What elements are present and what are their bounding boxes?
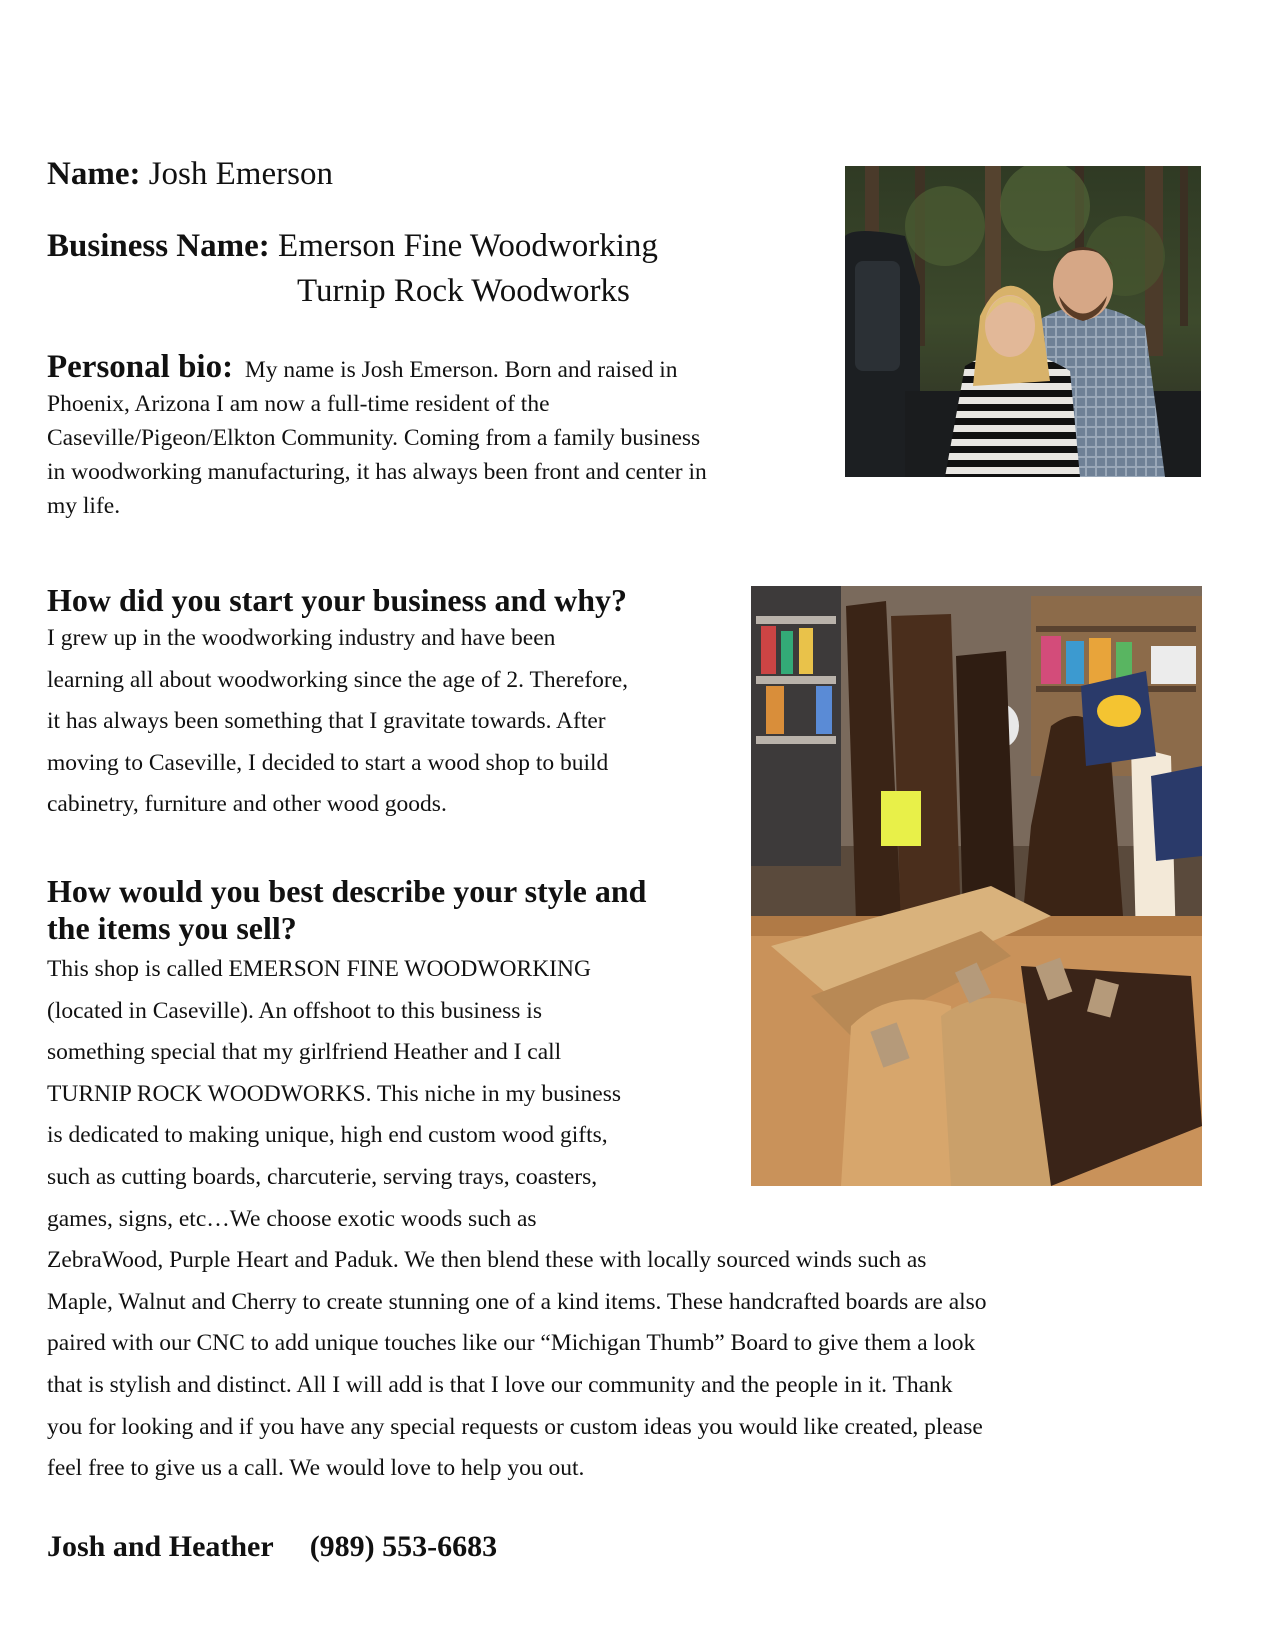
couple-photo xyxy=(845,166,1201,477)
answer-line: that is stylish and distinct. All I will add is that I love our community and the people in it. Thank xyxy=(47,1371,953,1398)
answer-line: such as cutting boards, charcuterie, serving trays, coasters, xyxy=(47,1163,598,1190)
answer-line: ZebraWood, Purple Heart and Paduk. We then blend these with locally sourced winds such as xyxy=(47,1247,927,1274)
bio-line: My name is Josh Emerson. Born and raised in xyxy=(244,357,678,383)
answer-line: learning all about woodworking since the age of 2. Therefore, xyxy=(47,666,628,693)
business-name-label: Business Name: xyxy=(47,228,270,264)
business-name-field xyxy=(47,226,658,266)
answer-line: (located in Caseville). An offshoot to this business is xyxy=(47,997,542,1024)
answer-line: games, signs, etc…We choose exotic woods such as xyxy=(47,1205,537,1232)
answer-line: paired with our CNC to add unique touches like our “Michigan Thumb” Board to give them a look xyxy=(47,1330,976,1357)
cutting-boards-photo xyxy=(751,586,1202,1186)
answer-line: you for looking and if you have any special requests or custom ideas you would like created, please xyxy=(47,1413,983,1440)
name-field xyxy=(47,154,333,194)
bio-line: Caseville/Pigeon/Elkton Community. Coming from a family business xyxy=(47,425,701,451)
name-value: Josh Emerson xyxy=(148,156,333,192)
answer-line: is dedicated to making unique, high end custom wood gifts, xyxy=(47,1122,608,1149)
name-label: Name: xyxy=(47,156,141,192)
answer-line: it has always been something that I gravitate towards. After xyxy=(47,708,606,735)
answer-line: TURNIP ROCK WOODWORKS. This niche in my business xyxy=(47,1080,622,1107)
question-2-heading-cont: the items you sell? xyxy=(47,910,297,946)
business-name-value-2: Turnip Rock Woodworks xyxy=(297,273,630,309)
answer-line: something special that my girlfriend Heather and I call xyxy=(47,1039,562,1066)
question-1-heading: How did you start your business and why? xyxy=(47,582,628,618)
answer-line: cabinetry, furniture and other wood goods. xyxy=(47,791,447,818)
answer-line: This shop is called EMERSON FINE WOODWORKING xyxy=(47,956,591,982)
business-name-value-1: Emerson Fine Woodworking xyxy=(278,228,658,264)
answer-line: moving to Caseville, I decided to start a wood shop to build xyxy=(47,749,609,776)
question-1-answer xyxy=(47,618,628,826)
signoff-names: Josh and Heather xyxy=(47,1530,274,1563)
bio-first-line xyxy=(47,350,822,387)
personal-bio xyxy=(47,350,822,523)
phone-number: (989) 553-6683 xyxy=(309,1530,498,1563)
bio-label: Personal bio: xyxy=(47,349,234,385)
answer-line: feel free to give us a call. We would love to help you out. xyxy=(47,1455,585,1482)
answer-line: I grew up in the woodworking industry and have been xyxy=(47,625,556,651)
bio-line: Phoenix, Arizona I am now a full-time resident of the xyxy=(47,391,550,417)
bio-line: my life. xyxy=(47,493,121,519)
bio-line: in woodworking manufacturing, it has always been front and center in xyxy=(47,459,707,485)
question-2-heading: How would you best describe your style and xyxy=(47,873,647,909)
signoff xyxy=(47,1529,497,1565)
answer-line: Maple, Walnut and Cherry to create stunning one of a kind items. These handcrafted boards are also xyxy=(47,1288,987,1315)
